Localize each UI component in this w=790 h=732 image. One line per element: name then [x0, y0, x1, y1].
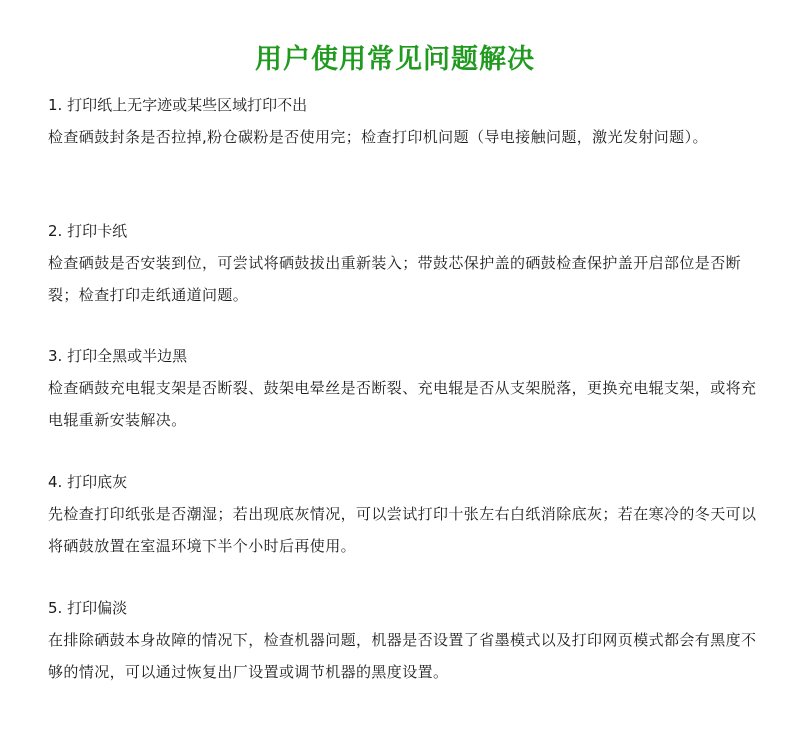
- page-title: 用户使用常见问题解决: [255, 44, 535, 76]
- faq-answer: 检查硒鼓封条是否拉掉,粉仓碳粉是否使用完；检查打印机问题（导电接触问题，激光发射问题）。: [48, 128, 708, 146]
- faq-question: 1. 打印纸上无字迹或某些区域打印不出: [48, 96, 308, 114]
- faq-item: [48, 340, 760, 436]
- faq-answer: 检查硒鼓是否安装到位，可尝试将硒鼓拔出重新装入；带鼓芯保护盖的硒鼓检查保护盖开启部位是否断裂；检查打印走纸通道问题。: [48, 254, 742, 304]
- faq-answer: 先检查打印纸张是否潮湿；若出现底灰情况，可以尝试打印十张左右白纸消除底灰；若在寒冷的冬天可以将硒鼓放置在室温环境下半个小时后再使用。: [48, 505, 757, 555]
- faq-item: [48, 89, 760, 153]
- faq-question: 2. 打印卡纸: [48, 222, 128, 240]
- faq-question: 4. 打印底灰: [48, 473, 128, 491]
- faq-item: [48, 592, 760, 688]
- faq-answer: 检查硒鼓充电辊支架是否断裂、鼓架电晕丝是否断裂、充电辊是否从支架脱落，更换充电辊支架，或将充电辊重新安装解决。: [48, 379, 757, 429]
- faq-question: 5. 打印偏淡: [48, 599, 128, 617]
- faq-item: [48, 466, 760, 562]
- faq-item: [48, 215, 760, 311]
- faq-answer: 在排除硒鼓本身故障的情况下，检查机器问题，机器是否设置了省墨模式以及打印网页模式都会有黑度不够的情况，可以通过恢复出厂设置或调节机器的黑度设置。: [48, 631, 757, 681]
- faq-question: 3. 打印全黑或半边黑: [48, 347, 188, 365]
